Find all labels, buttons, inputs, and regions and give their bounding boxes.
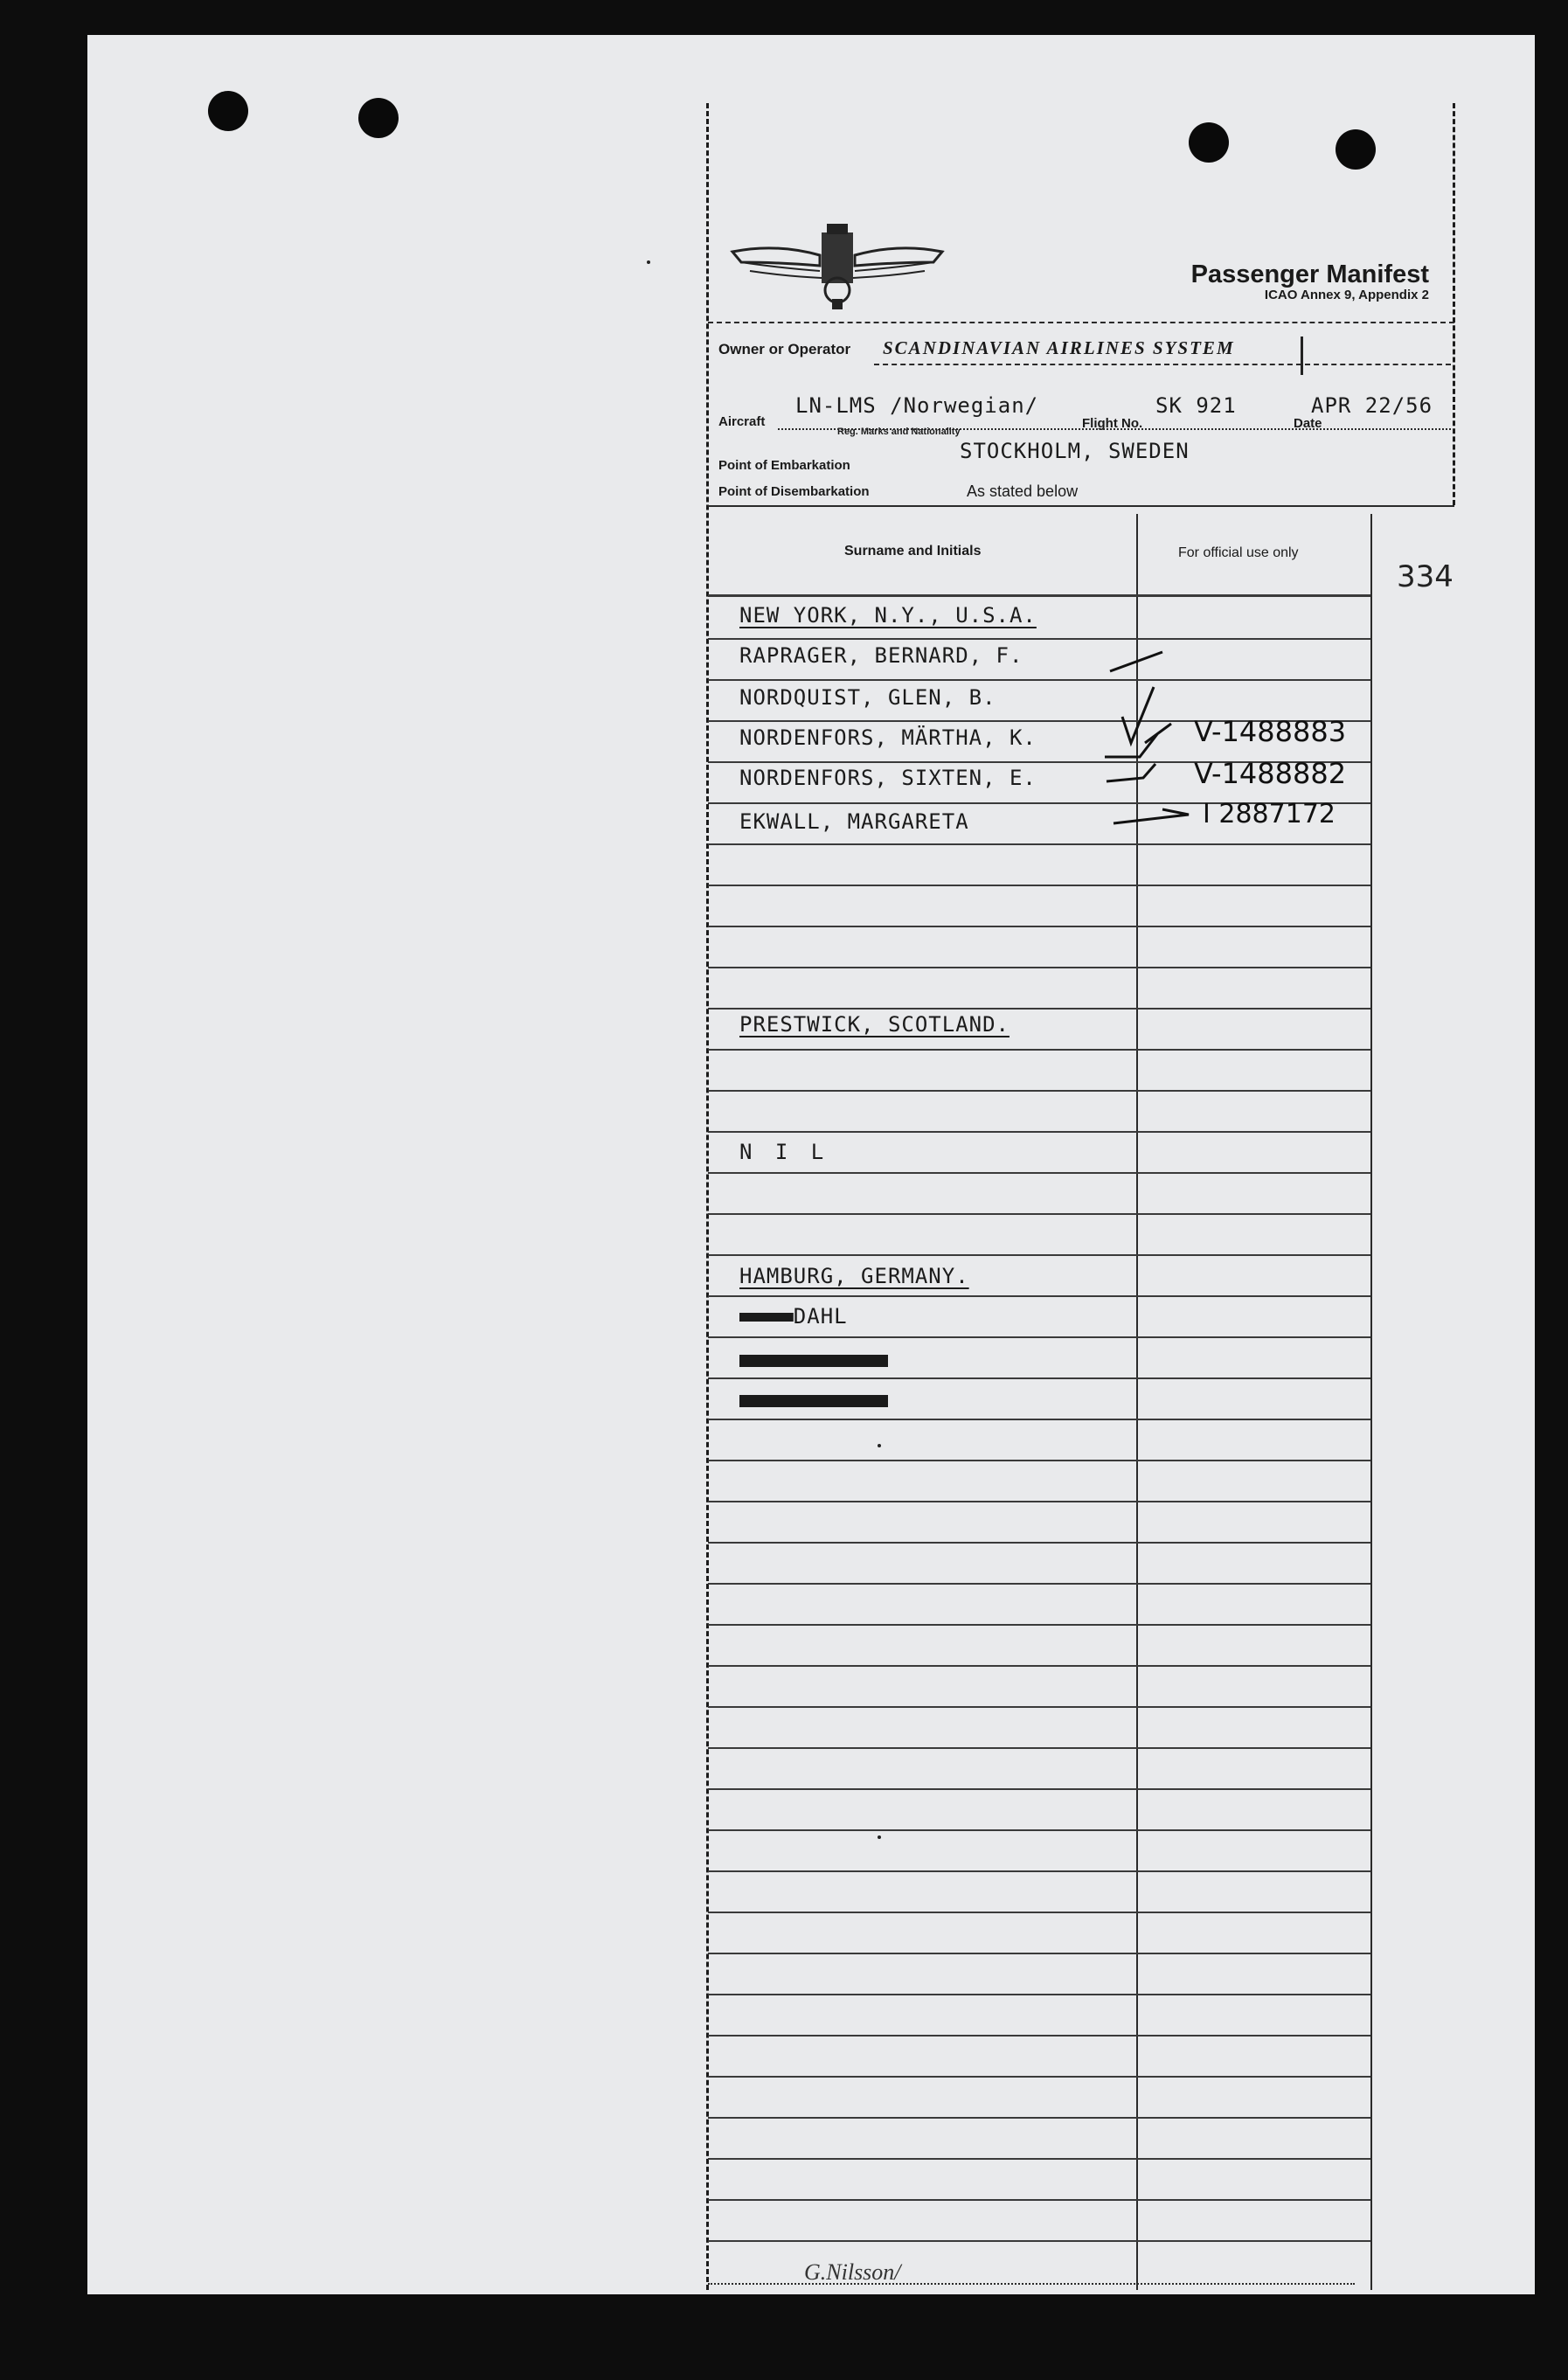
list-item: HAMBURG, GERMANY.	[739, 1264, 969, 1288]
paper-speck	[878, 1835, 881, 1839]
airline-wings-logo	[724, 217, 951, 313]
surname-dahl: DAHL	[793, 1304, 848, 1329]
table-row	[708, 967, 1370, 968]
col-header-surname: Surname and Initials	[844, 544, 982, 559]
list-item: NORDENFORS, SIXTEN, E.	[739, 766, 1037, 790]
punch-hole	[208, 91, 248, 131]
table-row	[708, 2199, 1370, 2201]
table-row	[708, 1583, 1370, 1585]
form-subtitle: ICAO Annex 9, Appendix 2	[1264, 288, 1429, 302]
table-row	[708, 1953, 1370, 1954]
date-value: APR 22/56	[1311, 393, 1433, 418]
manifest-sheet	[87, 35, 1535, 2294]
table-row	[708, 1254, 1370, 1256]
official-note: V-1488883	[1194, 715, 1347, 748]
list-item: PRESTWICK, SCOTLAND.	[739, 1012, 1009, 1037]
embarkation-value: STOCKHOLM, SWEDEN	[960, 439, 1190, 463]
flight-label: Flight No.	[1082, 416, 1143, 431]
table-row	[708, 1213, 1370, 1215]
section-divider	[708, 505, 1454, 507]
table-row	[708, 1912, 1370, 1913]
aircraft-label: Aircraft	[718, 414, 766, 429]
disembarkation-value: As stated below	[967, 482, 1079, 500]
struck-out-text	[739, 1304, 794, 1329]
official-note: V-1488882	[1194, 757, 1347, 790]
table-row	[708, 885, 1370, 886]
punch-hole	[358, 98, 399, 138]
form-right-border	[1453, 103, 1455, 505]
table-row	[708, 1747, 1370, 1749]
table-row	[708, 1542, 1370, 1544]
list-item: RAPRAGER, BERNARD, F.	[739, 643, 1023, 668]
embarkation-label: Point of Embarkation	[718, 458, 850, 473]
aircraft-value: LN-LMS /Norwegian/	[795, 393, 1039, 418]
date-label: Date	[1294, 416, 1322, 431]
table-row	[708, 1049, 1370, 1051]
signature-line	[708, 2283, 1355, 2285]
table-row	[708, 1172, 1370, 1174]
disembarkation-label: Point of Disembarkation	[718, 484, 870, 499]
struck-out-entry	[739, 1395, 888, 1407]
paper-speck	[878, 1444, 881, 1447]
table-row	[708, 1419, 1370, 1420]
reg-marks-label: Reg. Marks and Nationality	[837, 427, 961, 437]
table-row	[708, 1131, 1370, 1133]
owner-value: SCANDINAVIAN AIRLINES SYSTEM	[883, 337, 1235, 358]
table-row	[708, 1295, 1370, 1297]
official-note: I 2887172	[1203, 799, 1336, 829]
punch-hole	[1336, 129, 1376, 170]
paper-speck	[647, 260, 650, 264]
table-row	[708, 2240, 1370, 2242]
table-row	[708, 2035, 1370, 2037]
table-row	[708, 1665, 1370, 1667]
owner-tick	[1301, 337, 1303, 375]
list-item: EKWALL, MARGARETA	[739, 809, 969, 834]
page-number: 334	[1397, 559, 1454, 594]
list-item: NORDENFORS, MÄRTHA, K.	[739, 725, 1037, 750]
table-row	[708, 1090, 1370, 1092]
owner-label: Owner or Operator	[718, 341, 851, 357]
table-row	[708, 1788, 1370, 1790]
aircraft-underline	[778, 428, 1451, 430]
flight-value: SK 921	[1155, 393, 1237, 418]
form-left-border	[706, 103, 709, 2290]
table-row	[708, 1624, 1370, 1626]
table-row	[708, 1377, 1370, 1379]
owner-underline	[874, 364, 1451, 365]
table-row	[708, 1994, 1370, 1995]
form-title-block	[1084, 260, 1429, 302]
table-row	[708, 1706, 1370, 1708]
table-row	[708, 1501, 1370, 1502]
signature: G.Nilsson/	[804, 2259, 901, 2285]
struck-out-entry	[739, 1355, 888, 1367]
table-row	[708, 1829, 1370, 1831]
table-row	[708, 1460, 1370, 1461]
table-row	[708, 2158, 1370, 2160]
table-row	[708, 1870, 1370, 1872]
header-bottom-line	[708, 594, 1370, 597]
header-divider	[708, 322, 1454, 323]
table-row	[708, 2117, 1370, 2119]
list-item: NORDQUIST, GLEN, B.	[739, 685, 996, 710]
list-item: N I L	[739, 1140, 829, 1164]
table-row	[708, 1008, 1370, 1010]
form-title: Passenger Manifest	[1190, 260, 1429, 288]
punch-hole	[1189, 122, 1229, 163]
list-item	[739, 1304, 848, 1329]
table-row	[708, 1336, 1370, 1338]
table-row	[708, 2076, 1370, 2078]
list-item: NEW YORK, N.Y., U.S.A.	[739, 603, 1037, 628]
table-row	[708, 926, 1370, 927]
col-header-official: For official use only	[1178, 545, 1299, 560]
